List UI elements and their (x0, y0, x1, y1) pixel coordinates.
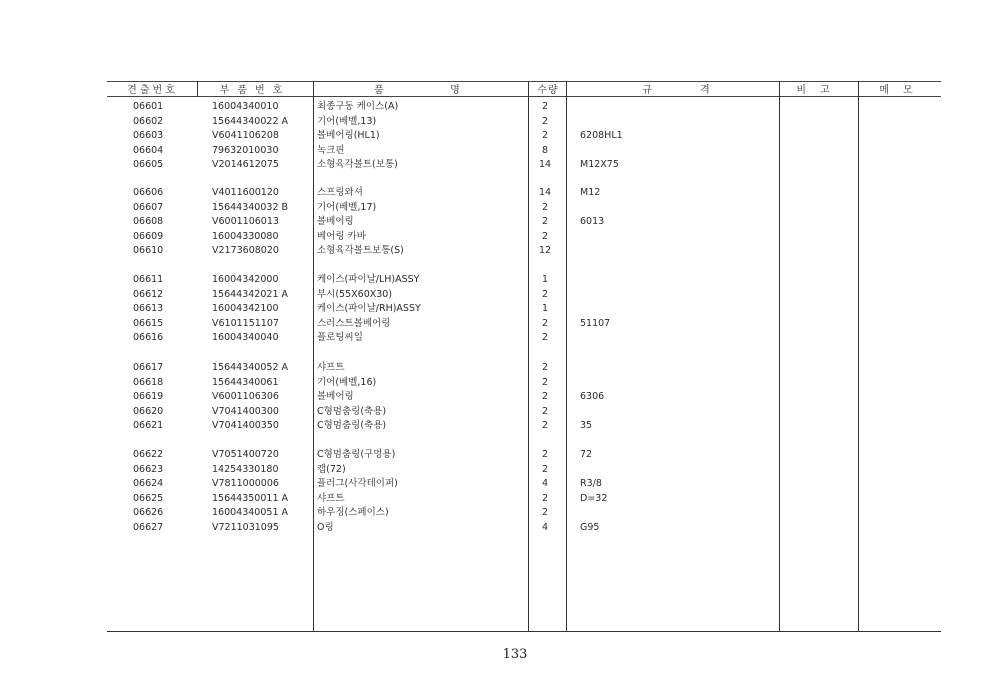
quantity: 2 (541, 391, 549, 402)
row-index: 06625 (133, 493, 164, 504)
col-divider-4 (566, 82, 567, 632)
part-name: 볼베어링 (317, 391, 354, 402)
row-index: 06616 (133, 332, 164, 343)
quantity: 2 (541, 332, 549, 343)
row-index: 06601 (133, 101, 164, 112)
quantity: 2 (541, 216, 549, 227)
header-no: 견출번호 (127, 85, 178, 96)
part-number: V7811000006 (212, 478, 279, 489)
row-index: 06605 (133, 159, 164, 170)
part-name: 녹크핀 (317, 145, 345, 156)
part-name: C형멈춤링(축용) (317, 420, 387, 431)
part-name: 스프링와셔 (317, 187, 363, 198)
specification: M12 (580, 187, 601, 198)
quantity: 14 (538, 159, 552, 170)
row-index: 06624 (133, 478, 164, 489)
part-number: V7211031095 (212, 522, 279, 533)
part-number: V7051400720 (212, 449, 279, 460)
part-name: 스러스트볼베어링 (317, 318, 391, 329)
col-divider-2 (313, 82, 314, 632)
row-index: 06610 (133, 245, 164, 256)
header-part-number: 부품번호 (219, 85, 291, 96)
part-name: 샤프트 (317, 493, 345, 504)
part-number: V7041400350 (212, 420, 279, 431)
header-qty: 수량 (537, 85, 559, 96)
quantity: 2 (541, 464, 549, 475)
header-spec-a: 규 (642, 85, 658, 96)
row-index: 06620 (133, 406, 164, 417)
row-index: 06613 (133, 303, 164, 314)
quantity: 2 (541, 101, 549, 112)
row-index: 06623 (133, 464, 164, 475)
row-index: 06607 (133, 202, 164, 213)
part-number: 15644340061 (212, 377, 279, 388)
part-name: 부시(55X60X30) (317, 289, 393, 300)
part-number: 16004340051 A (212, 507, 289, 518)
part-name: 베어링 카바 (317, 231, 366, 242)
part-number: V7041400300 (212, 406, 279, 417)
specification: 6208HL1 (580, 130, 623, 141)
part-name: 소형육각볼트(보통) (317, 159, 398, 170)
quantity: 1 (541, 303, 549, 314)
header-memo: 메모 (879, 85, 927, 96)
part-number: V2173608020 (212, 245, 279, 256)
part-name: 최종구동 케이스(A) (317, 101, 399, 112)
part-number: V4011600120 (212, 187, 279, 198)
quantity: 4 (541, 522, 549, 533)
part-number: 16004342000 (212, 274, 279, 285)
quantity: 2 (541, 130, 549, 141)
row-index: 06609 (133, 231, 164, 242)
row-index: 06611 (133, 274, 164, 285)
quantity: 2 (541, 406, 549, 417)
part-number: 79632010030 (212, 145, 279, 156)
part-name: 볼베어링(HL1) (317, 130, 380, 141)
header-remark: 비고 (796, 85, 844, 96)
specification: G95 (580, 522, 600, 533)
part-number: 15644342021 A (212, 289, 289, 300)
part-number: V6001106013 (212, 216, 279, 227)
row-index: 06621 (133, 420, 164, 431)
part-number: V6101151107 (212, 318, 279, 329)
table-top-rule (107, 81, 941, 82)
part-number: V6041106208 (212, 130, 279, 141)
header-name-a: 품 (374, 85, 390, 96)
part-number: 16004342100 (212, 303, 279, 314)
part-number: V6001106306 (212, 391, 279, 402)
quantity: 2 (541, 289, 549, 300)
quantity: 14 (538, 187, 552, 198)
part-name: 케이스(파이날/RH)ASSY (317, 303, 421, 314)
part-number: 16004340040 (212, 332, 279, 343)
row-index: 06615 (133, 318, 164, 329)
part-name: 하우징(스페이스) (317, 507, 389, 518)
specification: R3/8 (580, 478, 602, 489)
row-index: 06608 (133, 216, 164, 227)
row-index: 06606 (133, 187, 164, 198)
quantity: 2 (541, 420, 549, 431)
specification: 6013 (580, 216, 605, 227)
row-index: 06612 (133, 289, 164, 300)
quantity: 12 (538, 245, 552, 256)
part-name: 플로팅씨일 (317, 332, 363, 343)
specification: D=32 (580, 493, 608, 504)
part-name: O링 (317, 522, 334, 533)
specification: 51107 (580, 318, 611, 329)
quantity: 2 (541, 449, 549, 460)
part-number: 15644340052 A (212, 362, 289, 373)
part-name: 볼베어링 (317, 216, 354, 227)
part-number: 16004340010 (212, 101, 279, 112)
part-name: 캡(72) (317, 464, 346, 475)
col-divider-5 (779, 82, 780, 632)
row-index: 06626 (133, 507, 164, 518)
part-number: 16004330080 (212, 231, 279, 242)
part-number: 15644340032 B (212, 202, 289, 213)
part-name: 기어(베벨,17) (317, 202, 377, 213)
part-name: 플러그(사각테이퍼) (317, 478, 398, 489)
row-index: 06617 (133, 362, 164, 373)
specification: M12X75 (580, 159, 619, 170)
part-number: 14254330180 (212, 464, 279, 475)
header-name-b: 명 (450, 85, 466, 96)
col-divider-3 (528, 82, 529, 632)
part-name: 소형육각볼트보통(S) (317, 245, 404, 256)
part-name: 기어(베벨,13) (317, 116, 377, 127)
quantity: 2 (541, 116, 549, 127)
part-name: 기어(베벨,16) (317, 377, 377, 388)
row-index: 06618 (133, 377, 164, 388)
quantity: 2 (541, 493, 549, 504)
quantity: 2 (541, 231, 549, 242)
quantity: 2 (541, 377, 549, 388)
header-spec-b: 격 (700, 85, 716, 96)
quantity: 1 (541, 274, 549, 285)
row-index: 06627 (133, 522, 164, 533)
part-name: 케이스(파이날/LH)ASSY (317, 274, 420, 285)
part-number: V2014612075 (212, 159, 279, 170)
row-index: 06603 (133, 130, 164, 141)
row-index: 06622 (133, 449, 164, 460)
row-index: 06619 (133, 391, 164, 402)
specification: 35 (580, 420, 593, 431)
page-number: 133 (502, 647, 528, 662)
quantity: 2 (541, 507, 549, 518)
part-name: C형멈춤링(구멍용) (317, 449, 396, 460)
part-number: 15644340022 A (212, 116, 289, 127)
quantity: 8 (541, 145, 549, 156)
row-index: 06602 (133, 116, 164, 127)
row-index: 06604 (133, 145, 164, 156)
quantity: 4 (541, 478, 549, 489)
quantity: 2 (541, 202, 549, 213)
quantity: 2 (541, 362, 549, 373)
col-divider-1 (197, 82, 198, 97)
part-number: 15644350011 A (212, 493, 289, 504)
specification: 72 (580, 449, 593, 460)
table-bottom-rule (107, 631, 941, 632)
part-name: 샤프트 (317, 362, 345, 373)
col-divider-6 (858, 82, 859, 632)
quantity: 2 (541, 318, 549, 329)
specification: 6306 (580, 391, 605, 402)
part-name: C형멈춤링(축용) (317, 406, 387, 417)
